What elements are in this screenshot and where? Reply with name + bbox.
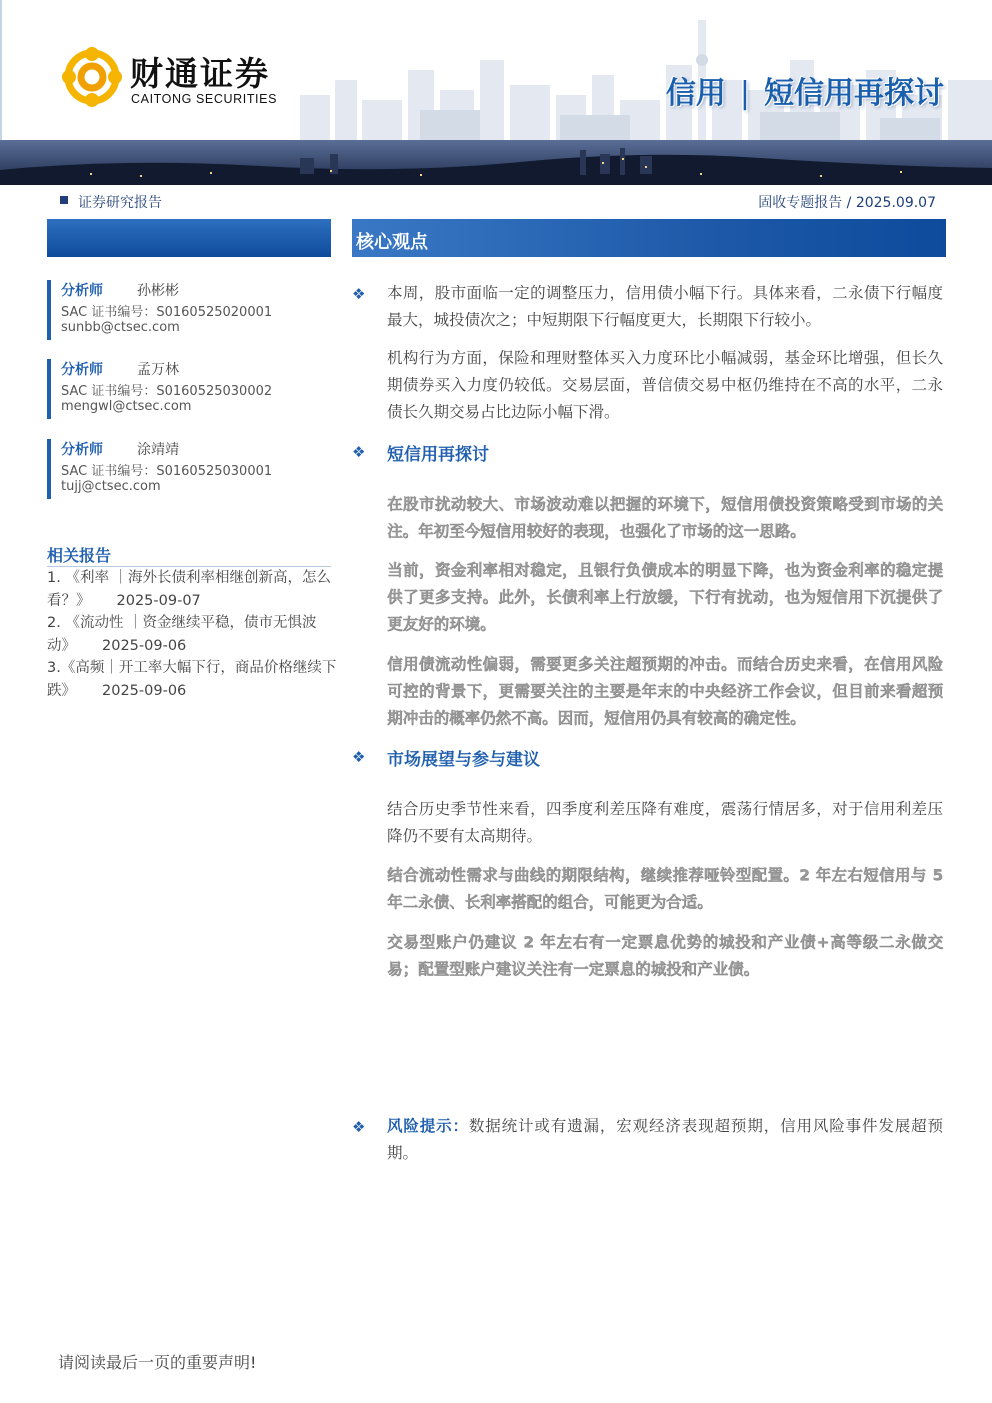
logo-english-name: CAITONG SECURITIES bbox=[131, 92, 278, 106]
title-topic: 短信用再探讨 bbox=[764, 76, 944, 111]
section-heading-market-outlook: 市场展望与参与建议 bbox=[387, 750, 540, 770]
related-report-item[interactable] bbox=[47, 612, 337, 658]
analyst-sac-number: SAC 证书编号：S0160525030002 bbox=[61, 384, 273, 399]
risk-warning-text: 数据统计或有遗漏，宏观经济表现超预期，信用风险事件发展超预期。 bbox=[387, 1117, 943, 1162]
related-report-date: 2025-09-06 bbox=[102, 683, 187, 699]
related-reports-title: 相关报告 bbox=[47, 546, 112, 565]
analyst-card bbox=[47, 439, 335, 499]
section-paragraph: 结合流动性需求与曲线的期限结构，继续推荐哑铃型配置。2 年左右短信用与 5 年二永债、长利率搭配的组合，可能更为合适。 bbox=[387, 866, 943, 911]
risk-warning bbox=[387, 1113, 943, 1167]
diamond-bullet-icon: ❖ bbox=[352, 285, 366, 303]
section-heading-short-credit: 短信用再探讨 bbox=[387, 445, 489, 465]
section-paragraph: 在股市扰动较大、市场波动难以把握的环境下，短信用债投资策略受到市场的关注。年初至今短信用较好的表现，也强化了市场的这一思路。 bbox=[387, 495, 943, 540]
core-view-header-bar bbox=[352, 219, 946, 257]
night-city-banner bbox=[0, 140, 992, 185]
related-report-item[interactable] bbox=[47, 567, 337, 613]
institution-behavior-paragraph: 机构行为方面，保险和理财整体买入力度环比小幅减弱，基金环比增强，但长久期债券买入力度仍较低。交易层面，普信债交易中枢仍维持在不高的水平，二永债长久期交易占比边际小幅下滑。 bbox=[387, 349, 943, 421]
related-report-title[interactable]: 2. 《流动性 ｜资金继续平稳，债市无惧波动》 bbox=[47, 615, 317, 654]
summary-paragraph: 本周，股市面临一定的调整压力，信用债小幅下行。具体来看，二永债下行幅度最大，城投债次之；中短期限下行幅度更大，长期限下行较小。 bbox=[387, 284, 943, 329]
related-report-item[interactable] bbox=[47, 657, 337, 703]
analyst-name: 孟万林 bbox=[137, 362, 179, 378]
analyst-role: 分析师 bbox=[61, 442, 103, 458]
section-paragraph: 交易型账户仍建议 2 年左右有一定票息优势的城投和产业债+高等级二永做交易；配置型账户建议关注有一定票息的城投和产业债。 bbox=[387, 933, 943, 978]
section-paragraph: 结合历史季节性来看，四季度利差压降有难度，震荡行情居多，对于信用利差压降仍不要有太高期待。 bbox=[387, 800, 943, 845]
diamond-bullet-icon: ❖ bbox=[352, 748, 366, 766]
related-report-date: 2025-09-06 bbox=[102, 638, 187, 654]
section-paragraph: 当前，资金利率相对稳定，且银行负债成本的明显下降，也为资金利率的稳定提供了更多支持。此外，长债利率上行放缓，下行有扰动，也为短信用下沉提供了更友好的环境。 bbox=[387, 561, 943, 633]
diamond-bullet-icon: ❖ bbox=[352, 443, 366, 461]
footer-notice: 请阅读最后一页的重要声明! bbox=[58, 1353, 257, 1372]
analyst-sac-number: SAC 证书编号：S0160525020001 bbox=[61, 305, 273, 320]
analyst-name: 涂靖靖 bbox=[137, 442, 179, 458]
related-report-date: 2025-09-07 bbox=[116, 593, 201, 609]
square-bullet-icon bbox=[60, 196, 68, 204]
logo-chinese-name: 财通证券 bbox=[130, 54, 270, 93]
diamond-bullet-icon: ❖ bbox=[352, 1118, 366, 1136]
report-title bbox=[666, 68, 944, 112]
title-separator: | bbox=[739, 76, 750, 111]
sidebar-header-bar bbox=[47, 219, 331, 257]
report-type-label: 证券研究报告 bbox=[78, 195, 162, 211]
report-category-date: 固收专题报告 / 2025.09.07 bbox=[758, 195, 936, 211]
analyst-sac-number: SAC 证书编号：S0160525030001 bbox=[61, 464, 273, 479]
header-left-rule bbox=[0, 0, 2, 140]
related-report-title[interactable]: 3.《高频｜开工率大幅下行，商品价格继续下跌》 bbox=[47, 660, 337, 699]
company-logo bbox=[62, 46, 302, 110]
analyst-email[interactable]: tujj@ctsec.com bbox=[61, 479, 161, 494]
analyst-name: 孙彬彬 bbox=[137, 283, 179, 299]
core-view-title: 核心观点 bbox=[356, 232, 428, 253]
page-header bbox=[0, 0, 992, 185]
analyst-role: 分析师 bbox=[61, 283, 103, 299]
analyst-card bbox=[47, 359, 335, 419]
analyst-email[interactable]: mengwl@ctsec.com bbox=[61, 399, 192, 414]
logo-emblem-icon bbox=[62, 46, 122, 108]
analyst-role: 分析师 bbox=[61, 362, 103, 378]
analyst-card bbox=[47, 280, 335, 340]
related-report-title[interactable]: 1. 《利率 ｜海外长债利率相继创新高，怎么看？》 bbox=[47, 570, 332, 609]
risk-warning-label: 风险提示： bbox=[387, 1117, 469, 1135]
title-category: 信用 bbox=[665, 76, 726, 111]
section-paragraph: 信用债流动性偏弱，需要更多关注超预期的冲击。而结合历史来看，在信用风险可控的背景下，更需要关注的主要是年末的中央经济工作会议，但目前来看超预期冲击的概率仍然不高。因而，短信用仍具有较高的确定性。 bbox=[387, 655, 943, 727]
analyst-email[interactable]: sunbb@ctsec.com bbox=[61, 320, 180, 335]
